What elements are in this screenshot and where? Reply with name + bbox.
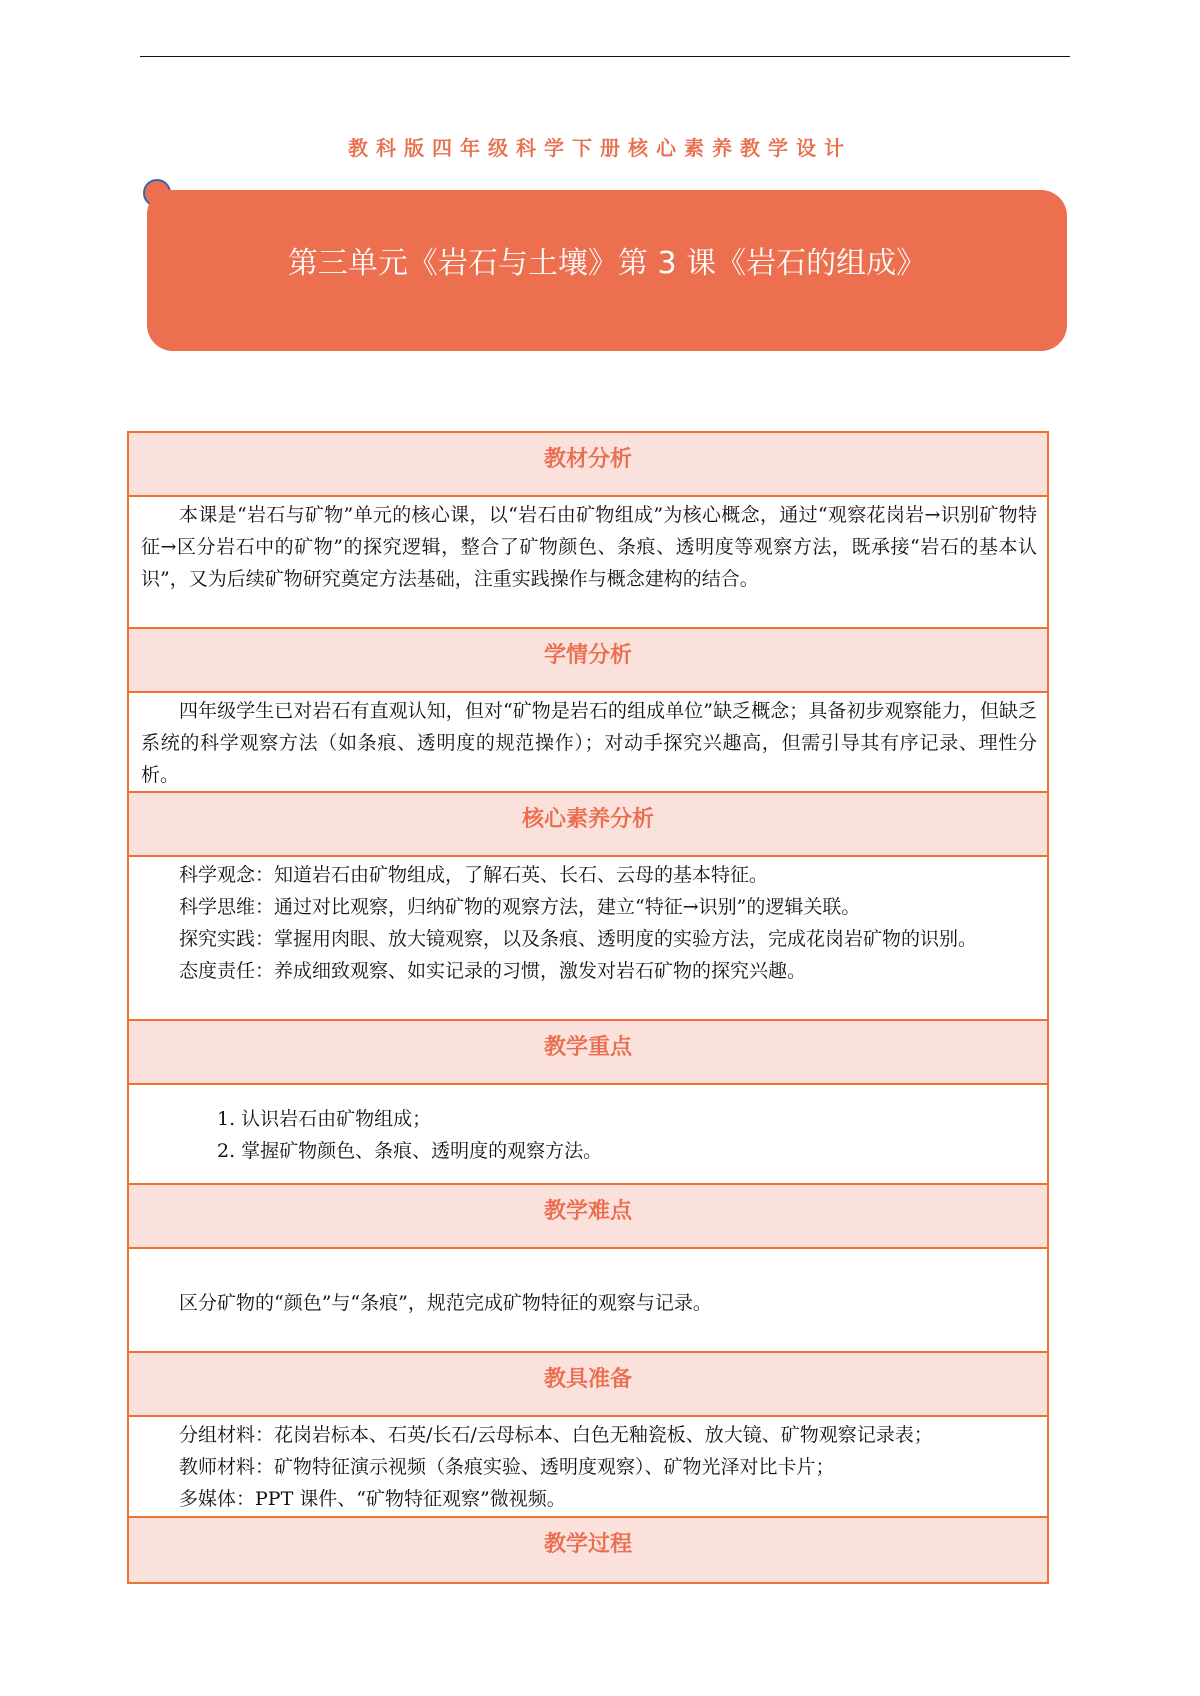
- section-body-key-points: [129, 1085, 1047, 1185]
- section-heading-key-points: 教学重点: [129, 1021, 1047, 1085]
- paragraph: 四年级学生已对岩石有直观认知，但对“矿物是岩石的组成单位”缺乏概念；具备初步观察能力，但缺乏系统的科学观察方法（如条痕、透明度的规范操作）；对动手探究兴趣高，但需引导其有序记录、理性分析。: [141, 700, 1037, 786]
- section-heading-teaching-process: 教学过程: [129, 1518, 1047, 1582]
- paragraph: 区分矿物的“颜色”与“条痕”，规范完成矿物特征的观察与记录。: [179, 1292, 712, 1314]
- section-body-difficulties: [129, 1249, 1047, 1353]
- section-heading-difficulties: 教学难点: [129, 1185, 1047, 1249]
- section-body-materials: [129, 1417, 1047, 1518]
- section-heading-core-literacy: 核心素养分析: [129, 793, 1047, 857]
- paragraph: 本课是“岩石与矿物”单元的核心课，以“岩石由矿物组成”为核心概念，通过“观察花岗岩→识别矿物特征→区分岩石中的矿物”的探究逻辑，整合了矿物颜色、条痕、透明度等观察方法，既承接“岩石的基本认识”，又为后续矿物研究奠定方法基础，注重实践操作与概念建构的结合。: [141, 504, 1037, 590]
- paragraph: 教师材料：矿物特征演示视频（条痕实验、透明度观察）、矿物光泽对比卡片；: [179, 1456, 835, 1478]
- list-item: 2. 掌握矿物颜色、条痕、透明度的观察方法。: [217, 1140, 603, 1162]
- lesson-title-banner: [147, 190, 1067, 351]
- section-body-student-analysis: [129, 693, 1047, 793]
- section-body-core-literacy: [129, 857, 1047, 1021]
- paragraph: 多媒体：PPT 课件、“矿物特征观察”微视频。: [179, 1488, 566, 1510]
- section-heading-materials: 教具准备: [129, 1353, 1047, 1417]
- section-heading-textbook-analysis: 教材分析: [129, 433, 1047, 497]
- lesson-title: 第三单元《岩石与土壤》第 3 课《岩石的组成》: [287, 246, 927, 281]
- header-rule: [140, 56, 1070, 57]
- list-item: 1. 认识岩石由矿物组成；: [217, 1108, 432, 1130]
- paragraph: 科学观念：知道岩石由矿物组成，了解石英、长石、云母的基本特征。: [179, 864, 769, 886]
- paragraph: 态度责任：养成细致观察、如实记录的习惯，激发对岩石矿物的探究兴趣。: [179, 960, 807, 982]
- section-heading-student-analysis: 学情分析: [129, 629, 1047, 693]
- paragraph: 科学思维：通过对比观察，归纳矿物的观察方法，建立“特征→识别”的逻辑关联。: [179, 896, 861, 918]
- paragraph: 分组材料：花岗岩标本、石英/长石/云母标本、白色无釉瓷板、放大镜、矿物观察记录表；: [179, 1424, 933, 1446]
- paragraph: 探究实践：掌握用肉眼、放大镜观察，以及条痕、透明度的实验方法，完成花岗岩矿物的识别。: [179, 928, 978, 950]
- series-title: 教科版四年级科学下册核心素养教学设计: [348, 136, 852, 160]
- section-body-textbook-analysis: [129, 497, 1047, 629]
- lesson-plan-table: [127, 431, 1049, 1584]
